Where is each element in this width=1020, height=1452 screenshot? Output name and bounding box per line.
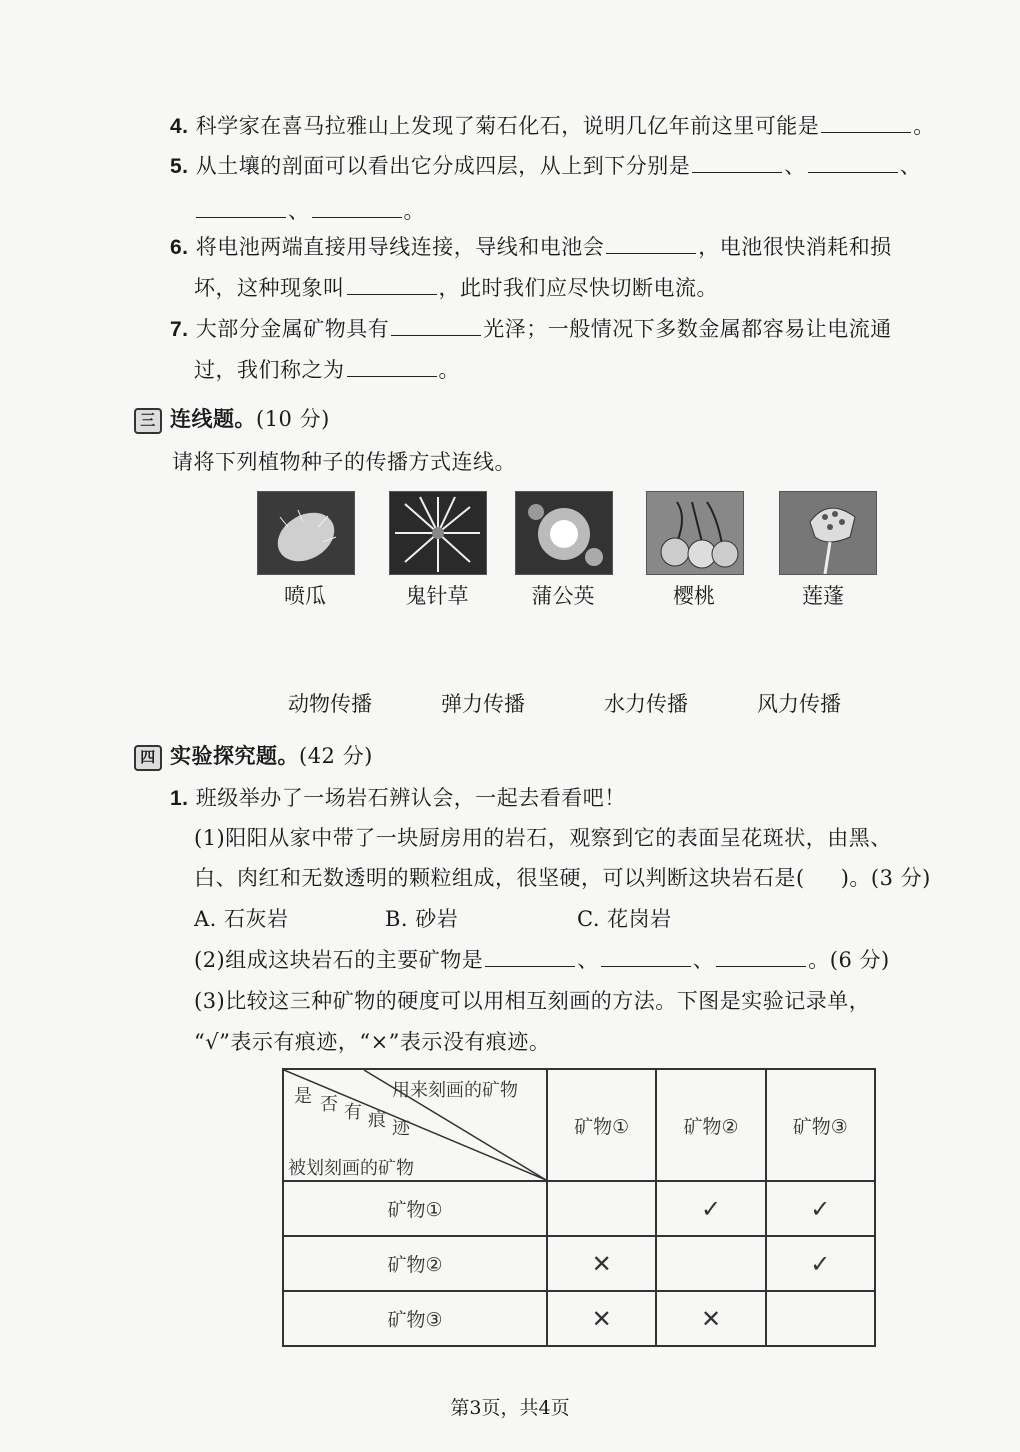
- table-cell: [766, 1291, 875, 1346]
- table-row: [283, 1236, 875, 1291]
- plant-label: 樱桃: [673, 584, 715, 608]
- corner-mid-char: 否: [320, 1094, 338, 1115]
- plant-label: 莲蓬: [802, 584, 844, 608]
- answer-blank[interactable]: [606, 235, 696, 254]
- answer-blank[interactable]: [601, 948, 691, 967]
- table-cell: [547, 1181, 656, 1236]
- answer-blank[interactable]: [196, 199, 286, 218]
- plant-label: 鬼针草: [405, 584, 469, 608]
- section-title: 连线题。: [170, 406, 256, 431]
- table-cell: ✕: [656, 1291, 765, 1346]
- table-row: [283, 1291, 875, 1346]
- squirting-cucumber-icon: [258, 492, 354, 574]
- dispersal-method[interactable]: 水力传播: [604, 692, 688, 716]
- section-number-icon: 三: [134, 408, 162, 434]
- question-6: [170, 231, 892, 261]
- question-text: 过，我们称之为: [194, 358, 345, 382]
- question-7: [170, 313, 892, 343]
- question-number: 6.: [170, 236, 189, 259]
- lotus-seedpod-icon: [780, 492, 876, 574]
- question-5-cont: [194, 195, 425, 225]
- plant-image-4: [646, 491, 744, 575]
- section-number-icon: 四: [134, 745, 162, 771]
- corner-bottom-label: 被划刻画的矿物: [288, 1158, 414, 1179]
- answer-blank[interactable]: [716, 948, 806, 967]
- corner-top-label: 用来刻画的矿物: [392, 1080, 518, 1101]
- row-header: 矿物①: [283, 1181, 547, 1236]
- table-cell: ✓: [766, 1181, 875, 1236]
- punctuation: 、: [784, 154, 806, 178]
- sub-question-1b: [194, 862, 931, 892]
- plant-image-1: [257, 491, 355, 575]
- plant-image-2: [389, 491, 487, 575]
- option-c[interactable]: C. 花岗岩: [577, 907, 672, 931]
- section-title: 实验探究题。: [170, 743, 299, 768]
- question-text: 。(6 分): [808, 948, 890, 972]
- option-a[interactable]: A. 石灰岩: [194, 907, 289, 931]
- plant-label: 蒲公英: [531, 584, 595, 608]
- beggarticks-icon: [390, 492, 486, 574]
- dispersal-method[interactable]: 弹力传播: [441, 692, 525, 716]
- question-text: )。(3 分): [840, 866, 931, 890]
- answer-blank[interactable]: [391, 317, 481, 336]
- column-header: 矿物①: [547, 1069, 656, 1181]
- question-7-cont: [194, 354, 460, 384]
- punctuation: 、: [577, 948, 599, 972]
- punctuation: 。: [403, 199, 425, 223]
- answer-blank[interactable]: [485, 948, 575, 967]
- sub-question-2: [194, 944, 890, 974]
- corner-mid-char: 有: [344, 1102, 362, 1123]
- section-4-header: [134, 740, 373, 771]
- table-cell: ✓: [656, 1181, 765, 1236]
- question-4: [170, 110, 935, 140]
- plant-image-5: [779, 491, 877, 575]
- corner-mid-char: 迹: [392, 1118, 410, 1139]
- question-text: 班级举办了一场岩石辨认会，一起去看看吧！: [195, 786, 626, 810]
- column-header: 矿物②: [656, 1069, 765, 1181]
- question-text: 光泽；一般情况下多数金属都容易让电流通: [483, 317, 892, 341]
- option-b[interactable]: B. 砂岩: [385, 907, 459, 931]
- plant-label: 喷瓜: [284, 584, 326, 608]
- column-header: 矿物③: [766, 1069, 875, 1181]
- table-cell: ✓: [766, 1236, 875, 1291]
- section-3-header: [134, 403, 330, 434]
- sub-question-3a: (3)比较这三种矿物的硬度可以用相互刻画的方法。下图是实验记录单，: [194, 989, 871, 1013]
- cherry-icon: [647, 492, 743, 574]
- question-number: 7.: [170, 318, 189, 341]
- corner-mid-char: 是: [294, 1086, 312, 1107]
- section-3-instruction: 请将下列植物种子的传播方式连线。: [172, 450, 516, 474]
- table-corner-header: [283, 1069, 547, 1181]
- experiment-1: [170, 782, 626, 812]
- question-text: 白、肉红和无数透明的颗粒组成，很坚硬，可以判断这块岩石是(: [194, 866, 805, 890]
- question-text: (2)组成这块岩石的主要矿物是: [194, 948, 484, 972]
- table-cell: ✕: [547, 1291, 656, 1346]
- table-cell: ✕: [547, 1236, 656, 1291]
- punctuation: 、: [899, 154, 922, 178]
- question-number: 1.: [170, 787, 189, 810]
- row-header: 矿物③: [283, 1291, 547, 1346]
- page-footer: 第3页，共4页: [450, 1397, 570, 1419]
- question-text: 科学家在喜马拉雅山上发现了菊石化石，说明几亿年前这里可能是: [195, 114, 820, 138]
- section-points: (10 分): [256, 407, 330, 431]
- dispersal-method[interactable]: 风力传播: [757, 692, 841, 716]
- dispersal-method[interactable]: 动物传播: [288, 692, 372, 716]
- question-number: 4.: [170, 115, 189, 138]
- sub-question-1a: (1)阳阳从家中带了一块厨房用的岩石，观察到它的表面呈花斑状，由黑、: [194, 826, 892, 850]
- hardness-record-table: [282, 1068, 876, 1347]
- answer-blank[interactable]: [821, 114, 911, 133]
- answer-blank[interactable]: [692, 154, 782, 173]
- row-header: 矿物②: [283, 1236, 547, 1291]
- question-text: 大部分金属矿物具有: [195, 317, 390, 341]
- punctuation: 。: [913, 114, 935, 138]
- punctuation: 。: [438, 358, 460, 382]
- question-number: 5.: [170, 155, 189, 178]
- question-text: 将电池两端直接用导线连接，导线和电池会: [195, 235, 605, 259]
- question-text: ，此时我们应尽快切断电流。: [438, 276, 718, 300]
- question-text: ，电池很快消耗和损: [698, 235, 892, 259]
- answer-blank[interactable]: [312, 199, 402, 218]
- answer-blank[interactable]: [347, 358, 437, 377]
- question-5: [170, 150, 921, 180]
- punctuation: 、: [288, 199, 310, 223]
- punctuation: 、: [692, 948, 715, 972]
- question-text: 从土壤的剖面可以看出它分成四层，从上到下分别是: [195, 154, 691, 178]
- corner-mid-char: 痕: [368, 1110, 386, 1131]
- table-row: [283, 1181, 875, 1236]
- section-points: (42 分): [299, 744, 373, 768]
- question-text: 坏，这种现象叫: [194, 276, 345, 300]
- answer-blank[interactable]: [808, 154, 898, 173]
- dandelion-icon: [516, 492, 612, 574]
- answer-blank[interactable]: [347, 276, 437, 295]
- sub-question-3b: “√”表示有痕迹，“×”表示没有痕迹。: [194, 1030, 551, 1054]
- question-6-cont: [194, 272, 718, 302]
- plant-image-3: [515, 491, 613, 575]
- table-cell: [656, 1236, 765, 1291]
